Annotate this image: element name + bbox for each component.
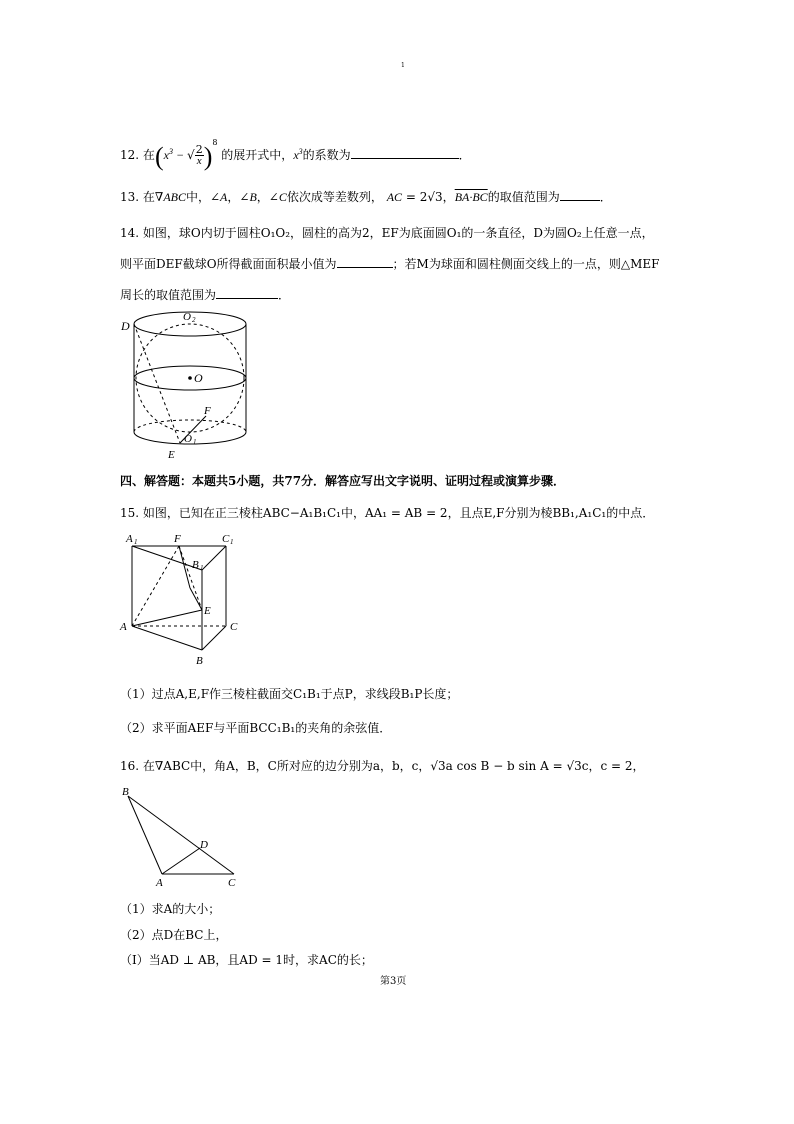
q13-eq: = 2√3 (402, 190, 443, 204)
q12-x-cubed: $x^3$ (293, 147, 303, 162)
label-B: B (122, 786, 129, 798)
label-B: B (196, 655, 203, 667)
q14-line2a: 则平面DEF截球O所得截面面积最小值为 (120, 257, 337, 271)
q14-blank-1[interactable] (337, 256, 393, 268)
q12-exponent: 8 (212, 138, 218, 147)
label-A1-sub: 1 (134, 538, 138, 546)
page-number: 第3页 (380, 976, 407, 987)
q13-angle-b: B (249, 190, 257, 204)
label-C: C (228, 877, 236, 889)
q13-text6: ， (442, 190, 455, 204)
q14-line3-text: 周长的取值范围为 (120, 288, 217, 302)
q14-line2 (120, 255, 659, 272)
q15-part2: （2）求平面AEF与平面BCC₁B₁的夹角的余弦值． (120, 721, 392, 735)
label-C1: C (222, 533, 230, 545)
q13-triangle: ABC (163, 190, 186, 204)
label-A: A (156, 877, 163, 889)
q12-number: 12. (120, 148, 140, 162)
q15-part1: （1）过点A,E,F作三棱柱截面交C₁B₁于点P，求线段B₁P长度； (120, 687, 459, 701)
label-F: F (204, 405, 211, 417)
label-A1: A (126, 533, 133, 545)
section-4-heading: 四、解答题：本题共5小题，共77分．解答应写出文字说明、证明过程或演算步骤． (120, 474, 566, 488)
label-O1: O (184, 433, 192, 445)
label-O1-sub: 1 (193, 438, 197, 446)
label-A: A (120, 621, 127, 633)
question-12: 12. 在($x^3$ − √ $\frac{2}{x}$ )$^8$ 的展开式中，$x^3$的系数为 ． (120, 138, 471, 171)
label-O2-sub: 2 (192, 316, 196, 324)
q13-answer-blank[interactable] (560, 189, 600, 201)
q14-blank-2[interactable] (216, 287, 278, 299)
label-B1: B (192, 559, 199, 571)
q13-text7: 的取值范围为 (487, 190, 560, 204)
q16-part2: （2）点D在BC上， (120, 928, 228, 942)
q13-text3: ，∠ (227, 190, 250, 204)
q13-angle-c: C (278, 190, 287, 204)
q16-line1: 16. 在∇ABC中，角A，B，C所对应的边分别为a，b，c，√3a cos B − b sin A = √3c，c = 2， (120, 759, 645, 773)
center-dot (188, 376, 192, 380)
q12-post: 的系数为 (302, 148, 351, 162)
q15-prism-figure (118, 530, 248, 670)
q12-right-paren: ) (203, 142, 213, 171)
label-D: D (121, 319, 130, 333)
label-F: F (174, 533, 181, 545)
q12-sqrt: √ (187, 148, 195, 162)
label-B1-sub: 1 (200, 564, 204, 572)
label-D: D (200, 839, 208, 851)
q14-line1: 14. 如图，球O内切于圆柱O₁O₂，圆柱的高为2，EF为底面圆O₁的一条直径，D为圆O₂上任意一点， (120, 226, 654, 240)
q14-line2b: ；若M为球面和圆柱侧面交线上的一点，则△MEF (392, 257, 660, 271)
label-C: C (230, 621, 238, 633)
q16-part1: （1）求A的大小； (120, 902, 221, 916)
q13-angle-a: A (220, 190, 228, 204)
q16-part2-i: （Ⅰ）当AD ⊥ AB，且AD = 1时，求AC的长； (120, 953, 373, 967)
q13-text1: 在∇ (142, 190, 164, 204)
q13-vector: BA·BC (454, 190, 488, 204)
q14-line3: 周长的取值范围为 ． (120, 288, 291, 302)
q12-x3: $x^3$ − (163, 147, 188, 162)
q12-pre: 在 (142, 148, 155, 162)
q14-cylinder-figure (118, 306, 258, 466)
label-O2: O (183, 311, 191, 323)
q13-text5: 依次成等差数列， (286, 190, 383, 204)
q13-text2: 中，∠ (185, 190, 221, 204)
label-O: O (194, 371, 203, 385)
q12-left-paren: ( (154, 142, 164, 171)
q12-mid: 的展开式中， (221, 148, 294, 162)
q12-fraction: $\frac{2}{x}$ (195, 143, 203, 167)
q12-answer-blank[interactable] (351, 147, 459, 159)
q13-number: 13. (120, 190, 140, 204)
label-E: E (204, 605, 211, 617)
q13-text4: ，∠ (256, 190, 279, 204)
label-C1-sub: 1 (230, 538, 234, 546)
label-E: E (168, 449, 175, 461)
q13-ac: AC (386, 190, 403, 204)
q16-triangle-figure (118, 782, 248, 892)
q15-line1: 15. 如图，已知在正三棱柱ABC−A₁B₁C₁中，AA₁ = AB = 2，且点E,F分别为棱BB₁,A₁C₁的中点． (120, 506, 655, 520)
header-mark: 1 (401, 62, 405, 69)
question-13: 13. 在∇ABC中，∠A，∠B，∠C依次成等差数列， AC = 2√3，BA·BC的取值范围为 ． (120, 190, 612, 204)
